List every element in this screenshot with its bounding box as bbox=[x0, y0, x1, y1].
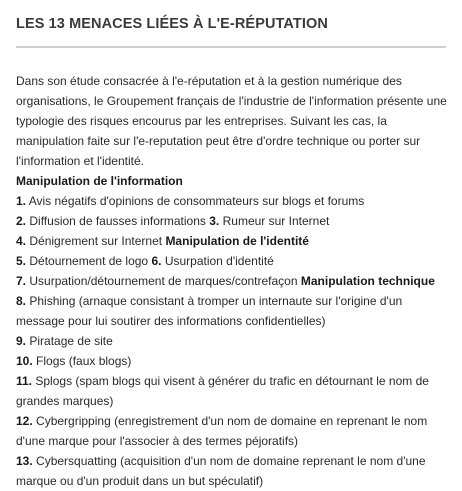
list-item bbox=[16, 451, 448, 491]
list-item bbox=[16, 251, 448, 271]
threat-list bbox=[16, 191, 448, 491]
item-number: 13. bbox=[16, 454, 33, 468]
item-number: 11. bbox=[16, 374, 33, 388]
item-text: Usurpation/détournement de marques/contrefaçon bbox=[29, 274, 298, 288]
item-text: Rumeur sur Internet bbox=[222, 214, 330, 228]
list-item bbox=[16, 291, 448, 331]
item-number: 10. bbox=[16, 354, 33, 368]
list-item bbox=[16, 211, 448, 231]
section-heading-technique: Manipulation technique bbox=[300, 274, 435, 288]
list-item bbox=[16, 231, 448, 251]
item-text: Usurpation d'identité bbox=[164, 254, 274, 268]
item-number: 8. bbox=[16, 294, 27, 308]
item-number: 7. bbox=[16, 274, 27, 288]
item-number: 3. bbox=[209, 214, 220, 228]
list-item bbox=[16, 331, 448, 351]
item-text: Avis négatifs d'opinions de consommateurs sur blogs et forums bbox=[28, 194, 365, 208]
title-divider bbox=[16, 46, 446, 48]
item-text: Phishing (arnaque consistant à tromper un internaute sur l'origine d'un message pour lui soutirer des informations confidentielles) bbox=[16, 294, 403, 328]
section-heading-identite: Manipulation de l'identité bbox=[165, 234, 309, 248]
list-item bbox=[16, 351, 448, 371]
item-text: Splogs (spam blogs qui visent à générer du trafic en détournant le nom de grandes marques) bbox=[16, 374, 429, 408]
item-text: Cybergripping (enregistrement d'un nom de domaine en reprenant le nom d'une marque pour l'associer à des termes péjoratifs) bbox=[16, 414, 428, 448]
list-item bbox=[16, 371, 448, 411]
item-number: 5. bbox=[16, 254, 27, 268]
item-number: 9. bbox=[16, 334, 27, 348]
list-item bbox=[16, 191, 448, 211]
item-text: Diffusion de fausses informations bbox=[29, 214, 206, 228]
list-item bbox=[16, 411, 448, 451]
item-number: 6. bbox=[151, 254, 162, 268]
item-number: 2. bbox=[16, 214, 27, 228]
item-number: 12. bbox=[16, 414, 33, 428]
item-text: Dénigrement sur Internet bbox=[29, 234, 163, 248]
item-text: Piratage de site bbox=[29, 334, 113, 348]
item-text: Flogs (faux blogs) bbox=[36, 354, 132, 368]
item-number: 1. bbox=[16, 194, 27, 208]
article-title: LES 13 MENACES LIÉES À L'E-RÉPUTATION bbox=[16, 16, 328, 32]
list-item bbox=[16, 271, 448, 291]
item-text: Cybersquatting (acquisition d'un nom de domaine reprenant le nom d'une marque ou d'un produit dans un but spéculatif) bbox=[16, 454, 426, 488]
item-number: 4. bbox=[16, 234, 27, 248]
section-heading-information: Manipulation de l'information bbox=[16, 174, 183, 188]
intro-paragraph: Dans son étude consacrée à l'e-réputation et à la gestion numérique des organisations, le Groupement français de l'industrie de l'information présente une typologie des risques encourus par les entreprises. Suivant les cas, la manipulation faite sur l'e-reputation peut être d'ordre technique ou porter sur l'information et l'identité. bbox=[16, 74, 447, 168]
item-text: Détournement de logo bbox=[29, 254, 149, 268]
